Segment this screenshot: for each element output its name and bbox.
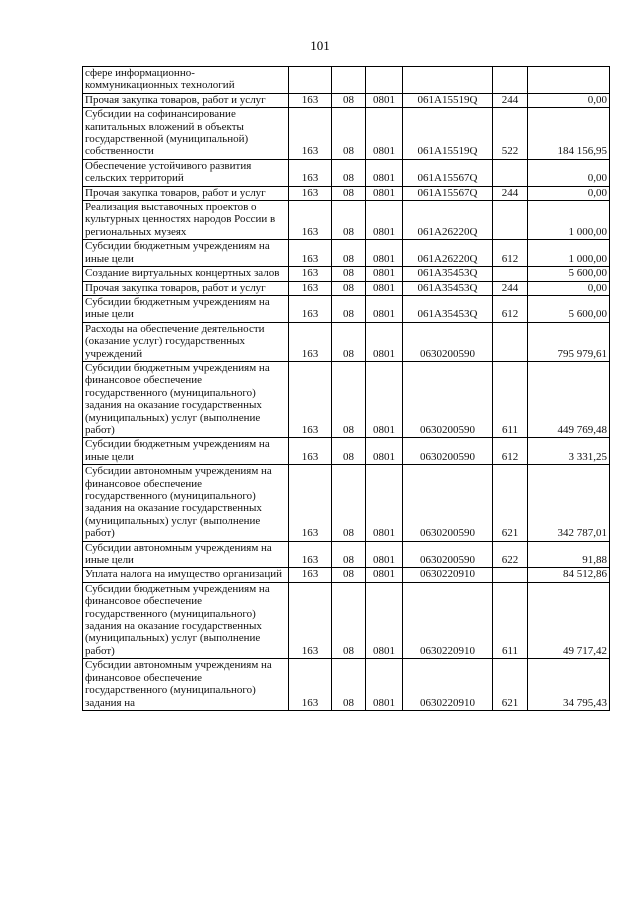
department-code-cell: 163 bbox=[289, 159, 332, 186]
amount-cell: 5 600,00 bbox=[528, 295, 610, 322]
budget-table-body bbox=[83, 67, 610, 711]
subsection-code-cell: 0801 bbox=[366, 267, 403, 281]
amount-cell: 795 979,61 bbox=[528, 322, 610, 361]
section-code-cell: 08 bbox=[332, 582, 366, 658]
amount-cell bbox=[528, 67, 610, 94]
department-code-cell: 163 bbox=[289, 361, 332, 437]
expense-type-cell: 612 bbox=[493, 240, 528, 267]
expense-type-cell: 244 bbox=[493, 93, 528, 107]
subsection-code-cell: 0801 bbox=[366, 240, 403, 267]
table-row bbox=[83, 438, 610, 465]
amount-cell: 84 512,86 bbox=[528, 568, 610, 582]
section-code-cell: 08 bbox=[332, 568, 366, 582]
expense-name-cell: Обеспечение устойчивого развития сельских территорий bbox=[83, 159, 289, 186]
table-row bbox=[83, 281, 610, 295]
table-row bbox=[83, 67, 610, 94]
expense-type-cell: 522 bbox=[493, 108, 528, 160]
expense-name-cell: сфере информационно-коммуникационных технологий bbox=[83, 67, 289, 94]
target-article-cell: 0630220910 bbox=[403, 582, 493, 658]
department-code-cell bbox=[289, 67, 332, 94]
subsection-code-cell: 0801 bbox=[366, 582, 403, 658]
expense-type-cell bbox=[493, 322, 528, 361]
department-code-cell: 163 bbox=[289, 322, 332, 361]
expense-name-cell: Уплата налога на имущество организаций bbox=[83, 568, 289, 582]
amount-cell: 0,00 bbox=[528, 93, 610, 107]
department-code-cell: 163 bbox=[289, 267, 332, 281]
subsection-code-cell bbox=[366, 67, 403, 94]
expense-name-cell: Реализация выставочных проектов о культурных ценностях народов России в региональных музеях bbox=[83, 201, 289, 240]
amount-cell: 449 769,48 bbox=[528, 361, 610, 437]
target-article-cell: 061A26220Q bbox=[403, 240, 493, 267]
department-code-cell: 163 bbox=[289, 438, 332, 465]
section-code-cell: 08 bbox=[332, 108, 366, 160]
budget-table bbox=[82, 66, 610, 711]
expense-type-cell: 621 bbox=[493, 465, 528, 541]
amount-cell: 91,88 bbox=[528, 541, 610, 568]
target-article-cell: 0630200590 bbox=[403, 541, 493, 568]
department-code-cell: 163 bbox=[289, 295, 332, 322]
section-code-cell: 08 bbox=[332, 240, 366, 267]
expense-type-cell bbox=[493, 267, 528, 281]
amount-cell: 5 600,00 bbox=[528, 267, 610, 281]
target-article-cell: 061A15519Q bbox=[403, 93, 493, 107]
target-article-cell: 061A35453Q bbox=[403, 281, 493, 295]
department-code-cell: 163 bbox=[289, 93, 332, 107]
page-number: 101 bbox=[310, 38, 330, 53]
expense-name-cell: Прочая закупка товаров, работ и услуг bbox=[83, 281, 289, 295]
expense-type-cell: 611 bbox=[493, 361, 528, 437]
expense-type-cell: 612 bbox=[493, 295, 528, 322]
section-code-cell: 08 bbox=[332, 186, 366, 200]
target-article-cell: 0630220910 bbox=[403, 568, 493, 582]
table-row bbox=[83, 541, 610, 568]
expense-type-cell bbox=[493, 67, 528, 94]
amount-cell: 3 331,25 bbox=[528, 438, 610, 465]
section-code-cell: 08 bbox=[332, 201, 366, 240]
expense-name-cell: Субсидии автономным учреждениям на финансовое обеспечение государственного (муниципального) задания на bbox=[83, 659, 289, 711]
expense-type-cell: 621 bbox=[493, 659, 528, 711]
table-row bbox=[83, 659, 610, 711]
expense-name-cell: Субсидии автономным учреждениям на иные цели bbox=[83, 541, 289, 568]
expense-name-cell: Прочая закупка товаров, работ и услуг bbox=[83, 186, 289, 200]
table-row bbox=[83, 465, 610, 541]
subsection-code-cell: 0801 bbox=[366, 295, 403, 322]
department-code-cell: 163 bbox=[289, 281, 332, 295]
target-article-cell: 0630200590 bbox=[403, 361, 493, 437]
subsection-code-cell: 0801 bbox=[366, 541, 403, 568]
table-row bbox=[83, 267, 610, 281]
amount-cell: 1 000,00 bbox=[528, 240, 610, 267]
expense-name-cell: Субсидии бюджетным учреждениям на иные цели bbox=[83, 240, 289, 267]
target-article-cell: 061A15519Q bbox=[403, 108, 493, 160]
expense-type-cell: 622 bbox=[493, 541, 528, 568]
department-code-cell: 163 bbox=[289, 659, 332, 711]
expense-type-cell: 612 bbox=[493, 438, 528, 465]
table-row bbox=[83, 361, 610, 437]
section-code-cell: 08 bbox=[332, 541, 366, 568]
table-row bbox=[83, 582, 610, 658]
expense-name-cell: Субсидии бюджетным учреждениям на финансовое обеспечение государственного (муниципального) задания на оказание государственных (муниципальных) услуг (выполнение работ) bbox=[83, 361, 289, 437]
amount-cell: 0,00 bbox=[528, 186, 610, 200]
subsection-code-cell: 0801 bbox=[366, 361, 403, 437]
expense-name-cell: Субсидии автономным учреждениям на финансовое обеспечение государственного (муниципального) задания на оказание государственных (муниципальных) услуг (выполнение работ) bbox=[83, 465, 289, 541]
expense-type-cell bbox=[493, 568, 528, 582]
expense-type-cell bbox=[493, 201, 528, 240]
section-code-cell bbox=[332, 67, 366, 94]
amount-cell: 0,00 bbox=[528, 159, 610, 186]
department-code-cell: 163 bbox=[289, 582, 332, 658]
section-code-cell: 08 bbox=[332, 93, 366, 107]
amount-cell: 184 156,95 bbox=[528, 108, 610, 160]
expense-name-cell: Субсидии бюджетным учреждениям на финансовое обеспечение государственного (муниципального) задания на оказание государственных (муниципальных) услуг (выполнение работ) bbox=[83, 582, 289, 658]
section-code-cell: 08 bbox=[332, 322, 366, 361]
table-row bbox=[83, 201, 610, 240]
department-code-cell: 163 bbox=[289, 186, 332, 200]
table-row bbox=[83, 295, 610, 322]
section-code-cell: 08 bbox=[332, 295, 366, 322]
department-code-cell: 163 bbox=[289, 201, 332, 240]
section-code-cell: 08 bbox=[332, 438, 366, 465]
target-article-cell: 0630200590 bbox=[403, 465, 493, 541]
subsection-code-cell: 0801 bbox=[366, 159, 403, 186]
expense-name-cell: Прочая закупка товаров, работ и услуг bbox=[83, 93, 289, 107]
subsection-code-cell: 0801 bbox=[366, 568, 403, 582]
department-code-cell: 163 bbox=[289, 541, 332, 568]
expense-type-cell: 244 bbox=[493, 281, 528, 295]
target-article-cell: 0630200590 bbox=[403, 322, 493, 361]
section-code-cell: 08 bbox=[332, 361, 366, 437]
expense-name-cell: Расходы на обеспечение деятельности (оказание услуг) государственных учреждений bbox=[83, 322, 289, 361]
amount-cell: 34 795,43 bbox=[528, 659, 610, 711]
amount-cell: 342 787,01 bbox=[528, 465, 610, 541]
section-code-cell: 08 bbox=[332, 659, 366, 711]
amount-cell: 49 717,42 bbox=[528, 582, 610, 658]
subsection-code-cell: 0801 bbox=[366, 186, 403, 200]
section-code-cell: 08 bbox=[332, 267, 366, 281]
amount-cell: 0,00 bbox=[528, 281, 610, 295]
subsection-code-cell: 0801 bbox=[366, 93, 403, 107]
table-row bbox=[83, 568, 610, 582]
subsection-code-cell: 0801 bbox=[366, 201, 403, 240]
target-article-cell: 0630220910 bbox=[403, 659, 493, 711]
table-row bbox=[83, 93, 610, 107]
expense-type-cell: 611 bbox=[493, 582, 528, 658]
expense-name-cell: Субсидии бюджетным учреждениям на иные цели bbox=[83, 438, 289, 465]
subsection-code-cell: 0801 bbox=[366, 659, 403, 711]
department-code-cell: 163 bbox=[289, 465, 332, 541]
table-row bbox=[83, 108, 610, 160]
target-article-cell: 0630200590 bbox=[403, 438, 493, 465]
target-article-cell: 061A26220Q bbox=[403, 201, 493, 240]
department-code-cell: 163 bbox=[289, 568, 332, 582]
target-article-cell: 061A35453Q bbox=[403, 295, 493, 322]
target-article-cell: 061A15567Q bbox=[403, 159, 493, 186]
table-row bbox=[83, 159, 610, 186]
subsection-code-cell: 0801 bbox=[366, 438, 403, 465]
section-code-cell: 08 bbox=[332, 159, 366, 186]
expense-name-cell: Субсидии на софинансирование капитальных вложений в объекты государственной (муниципальной) собственности bbox=[83, 108, 289, 160]
expense-type-cell bbox=[493, 159, 528, 186]
subsection-code-cell: 0801 bbox=[366, 281, 403, 295]
subsection-code-cell: 0801 bbox=[366, 465, 403, 541]
expense-type-cell: 244 bbox=[493, 186, 528, 200]
target-article-cell: 061A15567Q bbox=[403, 186, 493, 200]
subsection-code-cell: 0801 bbox=[366, 322, 403, 361]
table-row bbox=[83, 240, 610, 267]
department-code-cell: 163 bbox=[289, 108, 332, 160]
section-code-cell: 08 bbox=[332, 465, 366, 541]
expense-name-cell: Субсидии бюджетным учреждениям на иные цели bbox=[83, 295, 289, 322]
section-code-cell: 08 bbox=[332, 281, 366, 295]
target-article-cell bbox=[403, 67, 493, 94]
amount-cell: 1 000,00 bbox=[528, 201, 610, 240]
department-code-cell: 163 bbox=[289, 240, 332, 267]
expense-name-cell: Создание виртуальных концертных залов bbox=[83, 267, 289, 281]
subsection-code-cell: 0801 bbox=[366, 108, 403, 160]
target-article-cell: 061A35453Q bbox=[403, 267, 493, 281]
table-row bbox=[83, 322, 610, 361]
table-row bbox=[83, 186, 610, 200]
